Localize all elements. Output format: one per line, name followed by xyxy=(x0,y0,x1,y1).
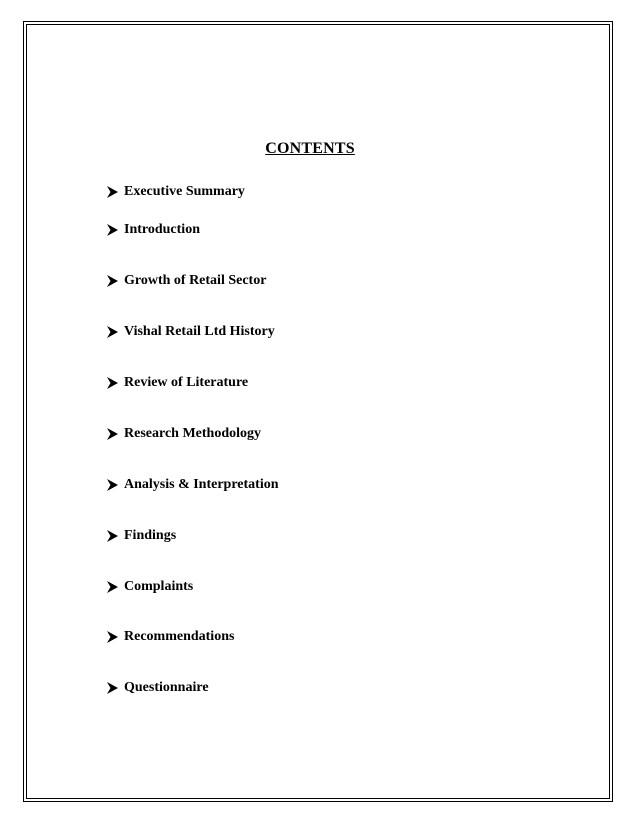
toc-item-label: Executive Summary xyxy=(124,184,245,199)
toc-list-item xyxy=(106,273,266,289)
arrowhead-bullet-icon xyxy=(106,427,122,441)
toc-list-item xyxy=(106,426,261,442)
toc-list-item xyxy=(106,629,234,645)
arrowhead-bullet-icon xyxy=(106,529,122,543)
arrowhead-bullet-icon xyxy=(106,223,122,237)
toc-item-label: Complaints xyxy=(124,579,194,594)
toc-item-label: Research Methodology xyxy=(124,426,261,441)
toc-list-item xyxy=(106,680,209,696)
toc-list-item xyxy=(106,222,200,238)
toc-item-label: Questionnaire xyxy=(124,680,209,695)
arrowhead-bullet-icon xyxy=(106,325,122,339)
arrowhead-bullet-icon xyxy=(106,185,122,199)
toc-list-item xyxy=(106,375,248,391)
arrowhead-bullet-icon xyxy=(106,376,122,390)
toc-list-item xyxy=(106,477,279,493)
toc-item-label: Analysis & Interpretation xyxy=(124,477,279,492)
toc-item-label: Findings xyxy=(124,528,177,543)
toc-list-item xyxy=(106,184,245,200)
contents-heading: CONTENTS xyxy=(265,140,355,157)
toc-item-label: Introduction xyxy=(124,222,200,237)
toc-list-item xyxy=(106,324,275,340)
arrowhead-bullet-icon xyxy=(106,681,122,695)
arrowhead-bullet-icon xyxy=(106,478,122,492)
toc-list-item xyxy=(106,579,193,595)
arrowhead-bullet-icon xyxy=(106,580,122,594)
toc-item-label: Review of Literature xyxy=(124,375,249,390)
arrowhead-bullet-icon xyxy=(106,274,122,288)
toc-item-label: Growth of Retail Sector xyxy=(124,273,267,288)
arrowhead-bullet-icon xyxy=(106,630,122,644)
toc-item-label: Vishal Retail Ltd History xyxy=(124,324,275,339)
toc-list-item xyxy=(106,528,176,544)
toc-item-label: Recommendations xyxy=(124,629,235,644)
